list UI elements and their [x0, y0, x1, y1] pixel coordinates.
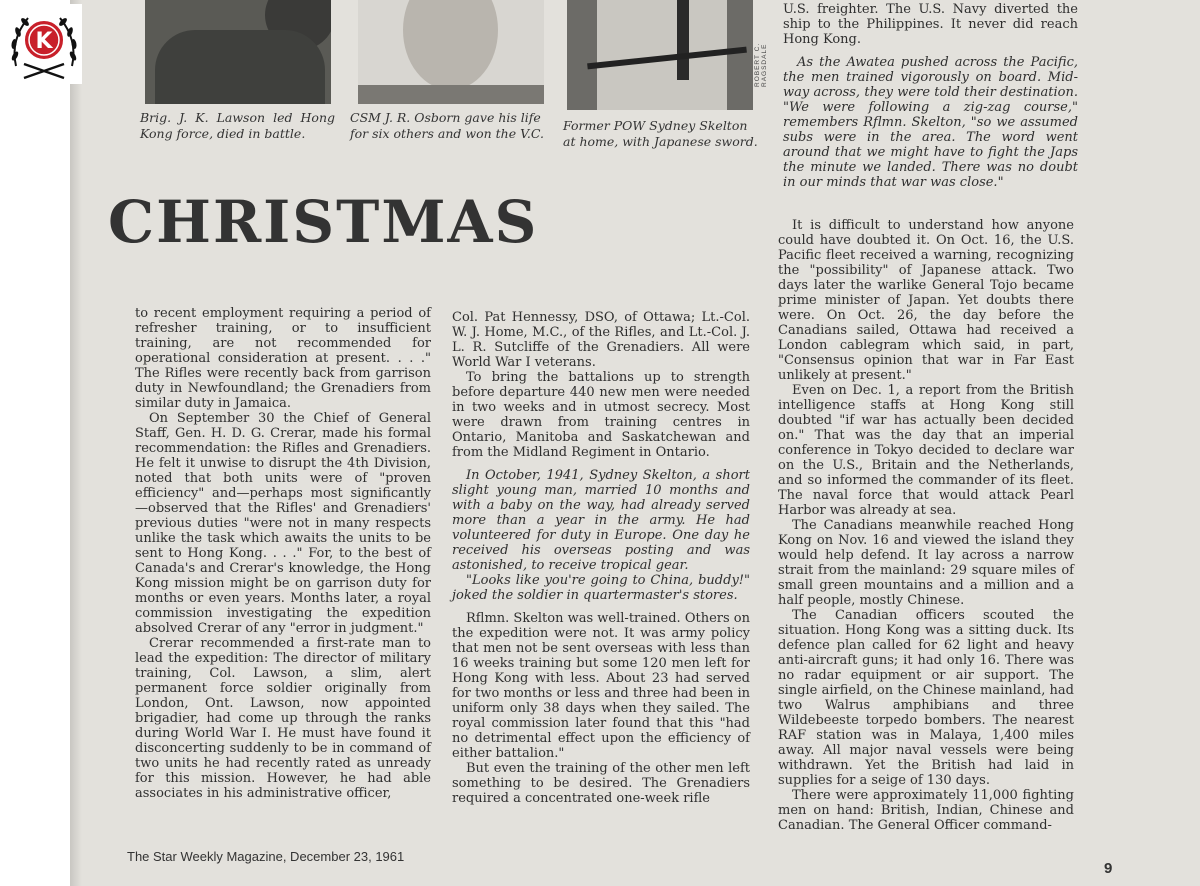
page-number: 9 [1104, 860, 1113, 877]
paragraph: To bring the battalions up to strength before departure 440 new men were needed in two weeks and in utmost secrecy. Most were drawn from training centres in Ontario, Manitoba and Saskatchewan and from the Midland Regiment in Ontario. [452, 370, 750, 460]
paragraph: In October, 1941, Sydney Skelton, a short slight young man, married 10 months and with a baby on the way, had already served more than a year in the army. He had volunteered for duty in Europe. One day he received his overseas posting and was astonished, to receive tropical gear. [452, 468, 750, 573]
photo-credit: ROBERT C. RAGSDALE [754, 42, 768, 88]
paragraph: Crerar recommended a first-rate man to lead the expedition: The director of military training, Col. Lawson, a slim, alert permanent force soldier originally from London, Ont. Lawson, now appointed brigadier, had come up through the ranks during World War I. He must have found it disconcerting suddenly to be in command of two units he had recently rated as unready for this mission. However, he had able associates in his administrative officer, [135, 636, 431, 801]
laurel-logo-icon [6, 4, 82, 84]
paragraph: As the Awatea pushed across the Pacific, the men trained vigorously on board. Mid-way across, they were told their destination. "We were following a zig-zag course," remembers Rflmn. Skelton, "so we assumed subs were in the area. The word went around that we might have to fight the Japs the minute we landed. There was no doubt in our minds that war was close." [783, 55, 1078, 190]
page-edge [70, 0, 82, 886]
paragraph: There were approximately 11,000 fighting men on hand: British, Indian, Chinese and Canadian. The General Officer command- [778, 788, 1074, 833]
headline: CHRISTMAS [108, 188, 539, 256]
photo-lawson [145, 0, 331, 104]
article-column-3 [778, 218, 1074, 833]
paragraph: The Canadian officers scouted the situation. Hong Kong was a sitting duck. Its defence plan called for 62 light and heavy anti-aircraft guns; it had only 16. There was no radar equipment or air support. The single airfield, on the Chinese mainland, had two Walrus amphibians and three Wildebeeste torpedo bombers. The nearest RAF station was in Malaya, 1,400 miles away. All major naval vessels were being withdrawn. Yet the British had laid in supplies for a seige of 130 days. [778, 608, 1074, 788]
paragraph: Even on Dec. 1, a report from the British intelligence staffs at Hong Kong still doubted "if war has actually been decided on." That was the day that an imperial conference in Tokyo decided to declare war on the U.S., Britain and the Netherlands, and so informed the commander of its fleet. The naval force that would attack Pearl Harbor was already at sea. [778, 383, 1074, 518]
paragraph: Rflmn. Skelton was well-trained. Others on the expedition were not. It was army policy that men not be sent overseas with less than 16 weeks training but some 120 men left for Hong Kong with less. About 23 had served for two months or less and three had been in uniform only 38 days when they sailed. The royal commission later found that this "had no detrimental effect upon the efficiency of either battalion." [452, 611, 750, 761]
svg-text:K: K [35, 29, 53, 54]
logo [6, 4, 82, 84]
photo-skelton [567, 0, 753, 110]
paragraph: Col. Pat Hennessy, DSO, of Ottawa; Lt.-Col. W. J. Home, M.C., of the Rifles, and Lt.-Col. J. L. R. Sutcliffe of the Grenadiers. All were World War I veterans. [452, 310, 750, 370]
paragraph: It is difficult to understand how anyone could have doubted it. On Oct. 16, the U.S. Pacific fleet received a warning, recognizing the "possibility" of Japanese attack. Two days later the warlike General Tojo became prime minister of Japan. Yet doubts there were. On Oct. 26, the day before the Canadians sailed, Ottawa had received a London cablegram which said, in part, "Consensus opinion that war in Far East unlikely at present." [778, 218, 1074, 383]
article-column-3-top [783, 2, 1078, 190]
paragraph: The Canadians meanwhile reached Hong Kong on Nov. 16 and viewed the island they would help defend. It lay across a narrow strait from the mainland: 29 square miles of small green mountains and a million and a half people, mostly Chinese. [778, 518, 1074, 608]
paragraph: to recent employment requiring a period of refresher training, or to insufficient training, are not recommended for operational consideration at present. . . ." The Rifles were recently back from garrison duty in Newfoundland; the Grenadiers from similar duty in Jamaica. [135, 306, 431, 411]
photo-osborn [358, 0, 544, 104]
paragraph: On September 30 the Chief of General Staff, Gen. H. D. G. Crerar, made his formal recommendation: the Rifles and Grenadiers. He felt it unwise to disrupt the 4th Division, noted that both units were of "proven efficiency" and—perhaps most significantly—observed that the Rifles' and Grenadiers' previous duties "were not in many respects unlike the task which awaits the units to be sent to Hong Kong. . . ." For, to the best of Canada's and Crerar's knowledge, the Hong Kong mission might be on garrison duty for months or even years. Months later, a royal commission investigating the expedition absolved Crerar of any "error in judgment." [135, 411, 431, 636]
article-column-2 [452, 310, 750, 806]
caption-skelton: Former POW Sydney Skelton at home, with Japanese sword. [563, 118, 758, 149]
caption-lawson: Brig. J. K. Lawson led Hong Kong force, died in battle. [140, 110, 335, 141]
paragraph: U.S. freighter. The U.S. Navy diverted the ship to the Philippines. It never did reach Hong Kong. [783, 2, 1078, 47]
paragraph: But even the training of the other men left something to be desired. The Grenadiers required a concentrated one-week rifle [452, 761, 750, 806]
footer-publication: The Star Weekly Magazine, December 23, 1961 [127, 849, 405, 864]
paragraph: "Looks like you're going to China, buddy!" joked the soldier in quartermaster's stores. [452, 573, 750, 603]
caption-osborn: CSM J. R. Osborn gave his life for six others and won the V.C. [350, 110, 544, 141]
article-column-1 [135, 306, 431, 801]
